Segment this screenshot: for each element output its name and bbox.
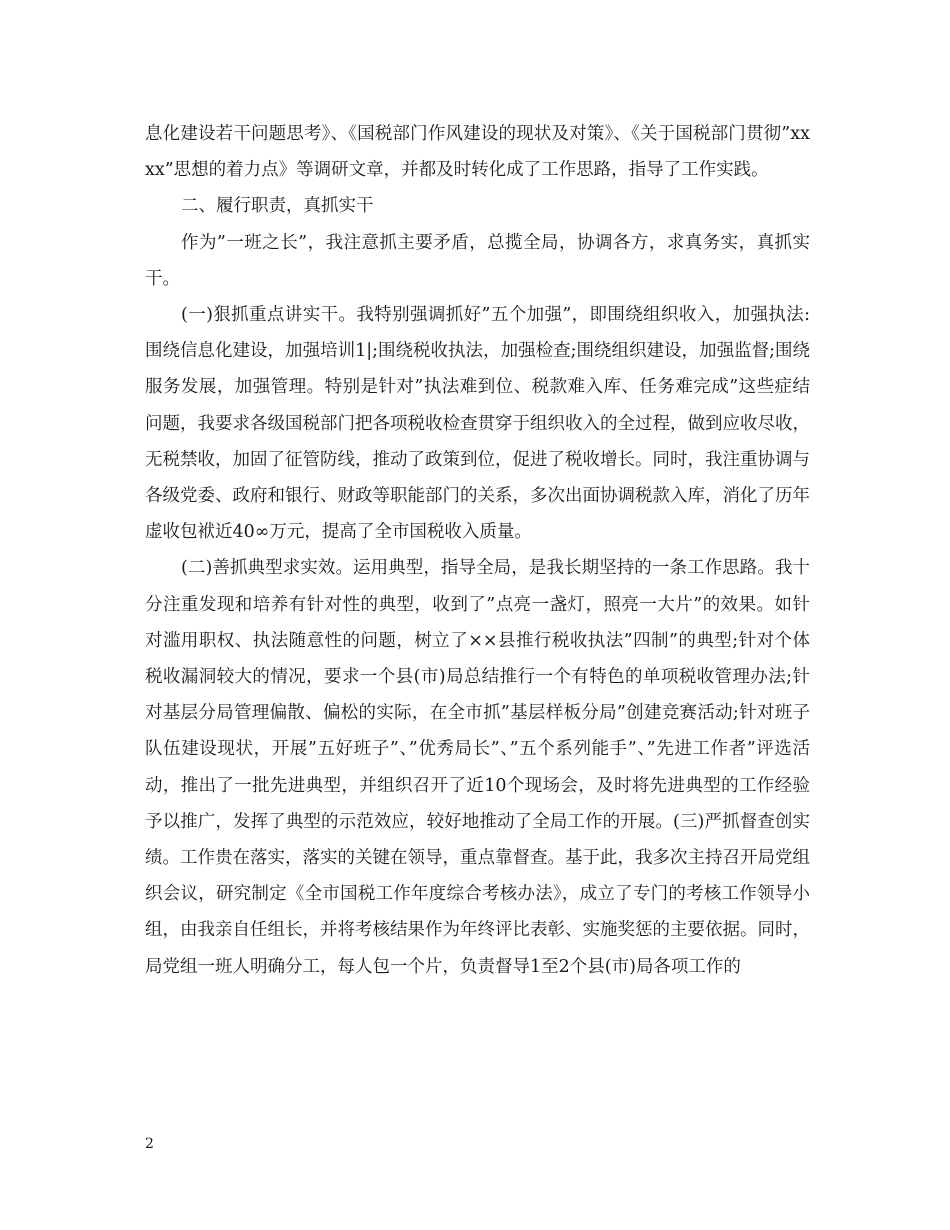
paragraph-continuation: 息化建设若干问题思考》、《国税部门作风建设的现状及对策》、《关于国税部门贯彻”xxxx”思想的着力点》等调研文章，并都及时转化成了工作思路，指导了工作实践。 [145,124,810,181]
paragraph-role: 作为”一班之长”，我注意抓主要矛盾，总揽全局，协调各方，求真务实，真抓实干。 [145,232,810,289]
document-body [145,116,810,985]
section-heading: 二、履行职责，真抓实干 [181,196,374,217]
page-number: 2 [145,1136,154,1152]
paragraph-key-points: (一)狠抓重点讲实干。我特别强调抓好”五个加强”，即围绕组织收入，加强执法:围绕信息化建设，加强培训1|;围绕税收执法，加强检查;围绕组织建设，加强监督;围绕服务发展，加强管理。特别是针对”执法难到位、税款难入库、任务难完成”这些症结问题，我要求各级国税部门把各项税收检查贯穿于组织收入的全过程，做到应收尽收，无税禁收，加固了征管防线，推动了政策到位，促进了税收增长。同时，我注重协调与各级党委、政府和银行、财政等职能部门的关系，多次出面协调税款入库，消化了历年虚收包袱近40∞万元，提高了全市国税收入质量。 [145,305,810,543]
paragraph-typical-examples: (二)善抓典型求实效。运用典型，指导全局，是我长期坚持的一条工作思路。我十分注重发现和培养有针对性的典型，收到了”点亮一盏灯，照亮一大片”的效果。如针对滥用职权、执法随意性的问题，树立了××县推行税收执法”四制”的典型;针对个体税收漏洞较大的情况，要求一个县(市)局总结推行一个有特色的单项税收管理办法;针对基层分局管理偏散、偏松的实际，在全市抓”基层样板分局”创建竞赛活动;针对班子队伍建设现状，开展”五好班子”、”优秀局长”、”五个系列能手”、”先进工作者”评选活动，推出了一批先进典型，并组织召开了近10个现场会，及时将先进典型的工作经验予以推广，发挥了典型的示范效应，较好地推动了全局工作的开展。(三)严抓督查创实绩。工作贵在落实，落实的关键在领导，重点靠督查。基于此，我多次主持召开局党组织会议，研究制定《全市国税工作年度综合考核办法》，成立了专门的考核工作领导小组，由我亲自任组长，并将考核结果作为年终评比表彰、实施奖惩的主要依据。同时，局党组一班人明确分工，每人包一个片，负责督导1至2个县(市)局各项工作的 [145,558,810,977]
